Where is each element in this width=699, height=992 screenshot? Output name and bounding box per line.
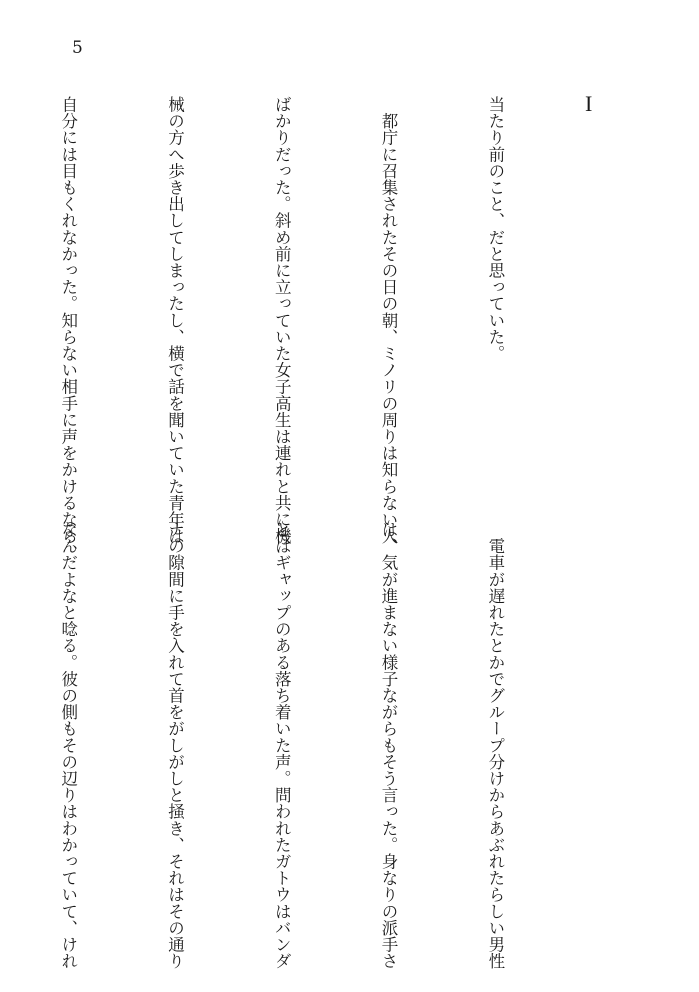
upper-text-block: [58, 96, 584, 561]
text-line: は、気が進まない様子ながらもそう言った。身なりの派手さ: [379, 521, 399, 970]
chapter-heading: I: [585, 91, 593, 116]
text-line: なんだよなと唸る。彼の側もその辺りはわかっていて、けれ: [58, 521, 78, 970]
text-line: 自分には目もくれなかった。知らない相手に声をかけるなら、: [58, 96, 78, 561]
lower-text-block: [58, 521, 584, 970]
text-line: 都庁に召集されたその日の朝、ミノリの周りは知らない人: [379, 96, 399, 545]
page-number: 5: [72, 38, 83, 58]
text-line: ナの隙間に手を入れて首をがしがしと掻き、それはその通り: [165, 521, 185, 970]
text-line: ばかりだった。斜め前に立っていた女子高生は連れと共に機: [272, 96, 292, 545]
text-line: 械の方へ歩き出してしまったし、横で話を聞いていた青年は: [165, 96, 185, 545]
text-line: 当たり前のこと、だと思っていた。: [485, 96, 505, 362]
text-line: 電車が遅れたとかでグループ分けからあぶれたらしい男性: [485, 521, 505, 970]
text-line: とはギャップのある落ち着いた声。問われたガトウはバンダ: [272, 521, 292, 970]
